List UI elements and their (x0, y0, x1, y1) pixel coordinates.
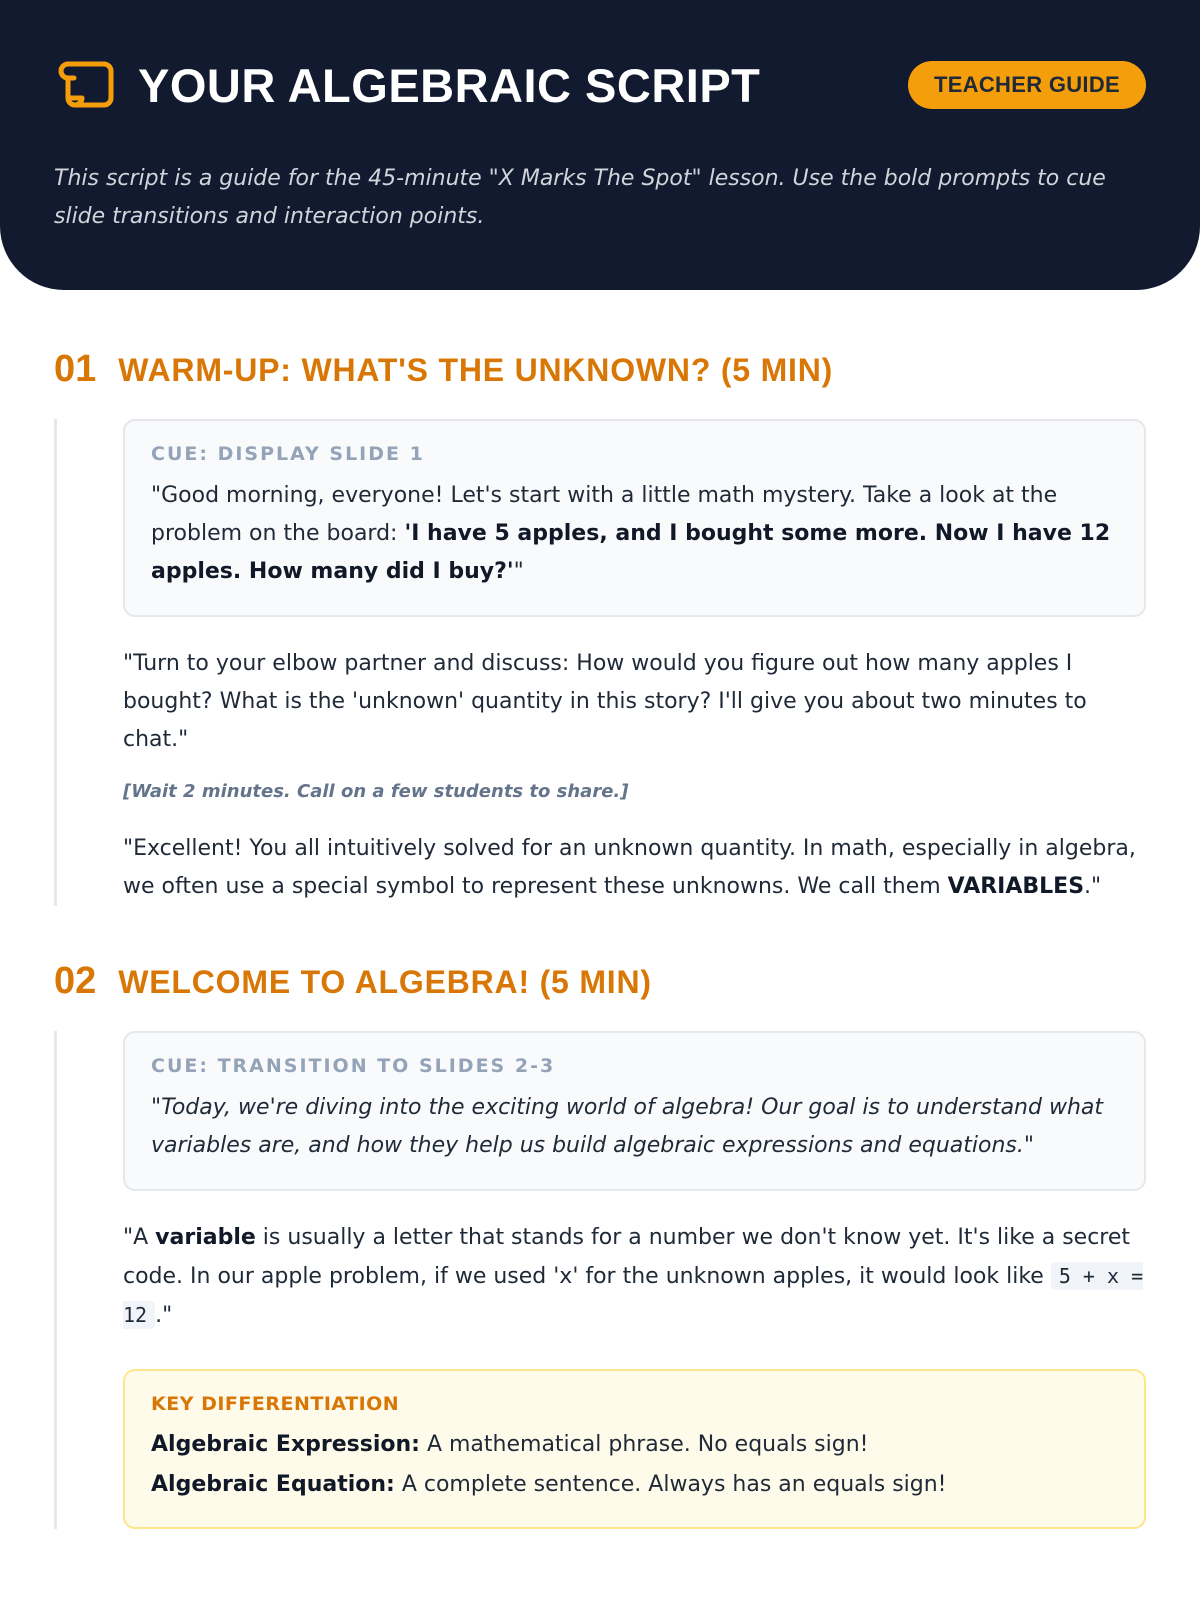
para-mid: is usually a letter that stands for a number we don't know yet. It's like a secret code. In our apple problem, if we used 'x' for the unknown apples, it would look like (123, 1225, 1131, 1289)
cue-text (151, 477, 1118, 591)
key-desc: A mathematical phrase. No equals sign! (419, 1432, 869, 1457)
section-number: 01 (54, 348, 97, 390)
cue-label: CUE: DISPLAY SLIDE 1 (151, 443, 425, 465)
section-title: WARM-UP: WHAT'S THE UNKNOWN? (5 MIN) (118, 352, 834, 388)
para-end: ." (155, 1303, 173, 1328)
key-label: KEY DIFFERENTIATION (151, 1393, 400, 1415)
variable-definition-text (123, 1219, 1146, 1335)
script-content (0, 348, 1200, 1529)
variable-bold: variable (155, 1225, 256, 1250)
cue-label: CUE: TRANSITION TO SLIDES 2-3 (151, 1055, 556, 1077)
cue-text-start: "Good morning, everyone! Let's start with a little math mystery. Take a look at the problem on the board: (151, 483, 1058, 546)
key-term: Algebraic Expression: (151, 1432, 420, 1457)
page-title: YOUR ALGEBRAIC SCRIPT (138, 58, 761, 112)
section-heading (54, 348, 1146, 391)
teacher-guide-badge[interactable]: TEACHER GUIDE (908, 61, 1146, 109)
intro-text: This script is a guide for the 45-minute "X Marks The Spot" lesson. Use the bold prompts to cue slide transitions and interaction points. (54, 166, 1106, 229)
cue-problem-bold: 'I have 5 apples, and I bought some more. Now I have 12 apples. How many did I buy?' (151, 521, 1111, 584)
para-start: "Excellent! You all intuitively solved for an unknown quantity. In math, especially in algebra, we often use a special symbol to represent these unknowns. We call them (123, 836, 1136, 899)
key-differentiation-box (123, 1369, 1146, 1529)
para-end: ." (1084, 874, 1102, 899)
section-number: 02 (54, 960, 97, 1002)
equation-code: 5 + x = 12 (123, 1264, 1144, 1327)
scroll-icon (54, 56, 116, 114)
section-body (54, 1031, 1146, 1529)
para-pre: "A (123, 1225, 156, 1250)
cue-text-end: " (513, 559, 524, 584)
header-top (54, 56, 1146, 114)
section-heading (54, 960, 1146, 1003)
partner-discussion-text: "Turn to your elbow partner and discuss: How would you figure out how many apples I bought? What is the 'unknown' quantity in this story? I'll give you about two minutes to chat." (123, 651, 1087, 752)
section-welcome (54, 960, 1146, 1529)
stage-direction-note: [Wait 2 minutes. Call on a few students to share.] (123, 781, 629, 802)
key-desc: A complete sentence. Always has an equals sign! (394, 1472, 947, 1497)
key-item-expression (151, 1425, 1118, 1465)
section-warm-up (54, 348, 1146, 906)
section-title: WELCOME TO ALGEBRA! (5 MIN) (118, 964, 652, 1000)
variables-bold: VARIABLES (947, 874, 1085, 899)
cue-text: "Today, we're diving into the exciting world of algebra! Our goal is to understand what variables are, and how they help us build algebraic expressions and equations." (151, 1095, 1104, 1158)
variables-intro-text (123, 830, 1146, 906)
cue-box (123, 1031, 1146, 1191)
key-item-equation (151, 1465, 1118, 1505)
cue-box (123, 419, 1146, 617)
page-header (0, 0, 1200, 290)
section-body (54, 419, 1146, 906)
key-term: Algebraic Equation: (151, 1472, 395, 1497)
brand (54, 56, 760, 114)
